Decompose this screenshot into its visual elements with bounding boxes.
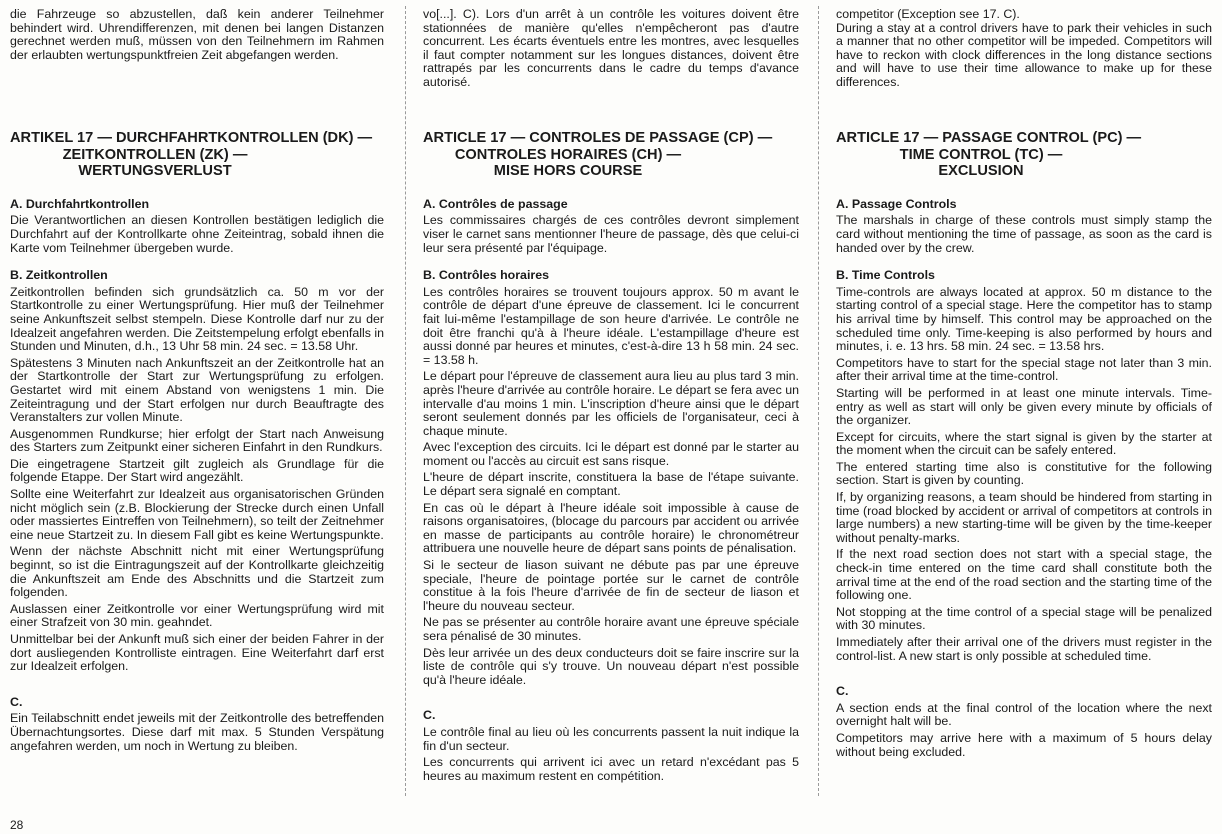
paragraph: Immediately after their arrival one of the drivers must register in the control-list. A new start is only possible at scheduled time. — [836, 635, 1212, 663]
article-heading-line: TIME CONTROL (TC) — — [899, 146, 1063, 163]
paragraph: Les concurrents qui arrivent ici avec un retard n'excédant pas 5 heures au maximum restent en compétition. — [423, 755, 799, 783]
paragraph: L'heure de départ inscrite, constituera la base de l'étape suivante. Le départ sera signalé en comptant. — [423, 470, 799, 499]
intro-paragraph: During a stay at a control drivers have to park their vehicles in such a manner that no other competitor will be impeded. Competitors will have to reckon with clock differences in the long distance sections and will have to use their time allowance to make up for these differences. — [836, 20, 1212, 89]
intro-paragraph: vo[...]. C). Lors d'un arrêt à un contrôle les voitures doivent être stationnées de manière qu'elles n'empêcheront pas d'autre concurrent. Les écarts éventuels entre les montres, avec lesquelles il faut compter notamment sur les longues distances, doivent être rattrapés par les concurrents dans le cadre du temps d'avance autorisé. — [423, 7, 799, 89]
french-column — [423, 0, 799, 834]
paragraph: Ein Teilabschnitt endet jeweils mit der Zeitkontrolle des betreffenden Übernachtungsortes. Diese darf mit max. 5 Stunden Verspätung angefahren werden, um noch in Wertung zu bleiben. — [10, 711, 384, 753]
section-heading: C. — [423, 708, 436, 723]
paragraph: Not stopping at the time control of a special stage will be penalized with 30 minutes. — [836, 604, 1212, 633]
article-heading-line: ARTICLE 17 — CONTROLES DE PASSAGE (CP) — — [423, 130, 773, 146]
paragraph: Si le secteur de liason suivant ne débute pas par une épreuve speciale, l'heure de pointage portée sur le carnet de contrôle constitue à la fois l'heure d'arrivée de fin de secteur de liason et l'heure du nouveau secteur. — [423, 558, 799, 613]
paragraph: Ne pas se présenter au contrôle horaire avant une épreuve spéciale sera pénalisé de 30 minutes. — [423, 615, 799, 643]
intro-block — [836, 8, 1212, 100]
article-heading — [10, 130, 384, 180]
article-heading-line: EXCLUSION — [938, 163, 1024, 180]
article-heading-line: CONTROLES HORAIRES (CH) — — [454, 146, 682, 163]
paragraph: Except for circuits, where the start signal is given by the starter at the moment when the circuit can be safely entered. — [836, 429, 1212, 458]
paragraph: Zeitkontrollen befinden sich grundsätzlich ca. 50 m vor der Startkontrolle zu einer Wertungsprüfung. Hier muß der Teilnehmer seine Ankunftszeit selbst stempeln. Diese Kontrolle darf nur zu der Idealzeit angefahren werden. Die Zeitstempelung erfolgt ebenfalls in Stunden und Minuten, d.h., 13 Uhr 58 min. 24 sec. = 13.58 Uhr. — [10, 284, 385, 354]
article-heading-line: ARTICLE 17 — PASSAGE CONTROL (PC) — — [836, 130, 1142, 146]
section-heading: C. — [836, 684, 849, 699]
section-heading: A. Durchfahrtkontrollen — [10, 196, 150, 211]
paragraph: Sollte eine Weiterfahrt zur Idealzeit aus organisatorischen Gründen nicht möglich sein (z.B. Blockierung der Strecke durch einen Unfall oder massiertes Eintreffen von Teilnehmern), so teilt der Zeitnehmer eine neue Startzeit zu. In diesem Fall gibt es keine Wertungspunkte. — [10, 487, 384, 542]
paragraph: Le départ pour l'épreuve de classement aura lieu au plus tard 3 min. après l'heure d'arrivée au contrôle horaire. Le départ se fera avec un intervalle d'au moins 1 min. L'inscription d'heure ainsi que le départ seront seulement donnés par les officiels de l'organisateur, ceci à chaque minute. — [423, 369, 799, 438]
section-heading: B. Time Controls — [836, 268, 935, 283]
article-heading — [423, 130, 799, 180]
section-heading: A. Contrôles de passage — [423, 196, 568, 211]
paragraph: The entered starting time also is constitutive for the following section. Start is given by counting. — [836, 459, 1212, 488]
paragraph: If the next road section does not start with a special stage, the check-in time entered on the time card shall constitute both the arrival time at the end of the road section and the starting time of the following one. — [836, 547, 1212, 603]
paragraph: Spätestens 3 Minuten nach Ankunftszeit an der Zeitkontrolle hat an der Startkontrolle der Start zur Wertungsprüfung zu erfolgen. Gestartet wird mit einem Abstand von wenigstens 1 min. Die Zeiteintragung und der Start erfolgen nur durch Beauftragte des Veranstalters zur vollen Minute. — [10, 355, 384, 425]
paragraph: Competitors may arrive here with a maximum of 5 hours delay without being excluded. — [836, 730, 1212, 759]
paragraph: Ausgenommen Rundkurse; hier erfolgt der Start nach Anweisung des Starters zum Zeitpunkt einer sicheren Einfahrt in den Rundkurs. — [10, 426, 384, 455]
section-heading: B. Contrôles horaires — [423, 268, 549, 283]
paragraph: Les commissaires chargés de ces contrôles devront simplement viser le carnet sans mentionner l'heure de passage, dès que celui-ci leur sera présenté par l'équipage. — [423, 213, 799, 255]
paragraph: Die Verantwortlichen an diesen Kontrollen bestätigen lediglich die Durchfahrt auf der Kontrollkarte ohne Zeiteintrag, sobald ihnen die Karte vom Teilnehmer übergeben wurde. — [10, 213, 384, 255]
article-heading-line: WERTUNGSVERLUST — [78, 163, 232, 180]
paragraph: Le contrôle final au lieu où les concurrents passent la nuit indique la fin d'un secteur. — [423, 724, 799, 753]
paragraph: Die eingetragene Startzeit gilt zugleich als Grundlage für die folgende Etappe. Der Start wird angezählt. — [10, 456, 384, 485]
paragraph: Unmittelbar bei der Ankunft muß sich einer der beiden Fahrer in der dort ausliegenden Kontrolliste eintragen. Eine Weiterfahrt darf erst zur Idealzeit erfolgen. — [10, 632, 384, 674]
paragraph: Dès leur arrivée un des deux conducteurs doit se faire inscrire sur la liste de contrôle qui s'y trouve. Un nouveau départ n'est possible qu'à l'heure idéale. — [423, 645, 799, 687]
section-heading: C. — [10, 694, 23, 709]
german-column — [10, 0, 384, 834]
paragraph: Wenn der nächste Abschnitt nicht mit einer Wertungsprüfung beginnt, so ist die Eintragungszeit auf der Kontrollkarte gleichzeitig die Ankunftszeit am Ende des Abschnitts und die Startzeit zum folgenden. — [10, 544, 384, 600]
article-heading-line: ARTIKEL 17 — DURCHFAHRTKONTROLLEN (DK) — — [10, 130, 373, 146]
paragraph: Starting will be performed in at least one minute intervals. Time-entry as well as start will only be given every minute by officials of the organizer. — [836, 385, 1212, 428]
paragraph: Auslassen einer Zeitkontrolle vor einer Wertungsprüfung wird mit einer Strafzeit von 30 min. geahndet. — [10, 601, 384, 630]
article-heading-line: ZEITKONTROLLEN (ZK) — — [62, 146, 248, 163]
column-divider — [818, 6, 819, 796]
paragraph: The marshals in charge of these controls must simply stamp the card without mentioning the time of passage, as soon as the card is handed over by the crew. — [836, 213, 1212, 255]
paragraph: Competitors have to start for the special stage not later than 3 min. after their arrival time at the time-control. — [836, 355, 1212, 384]
paragraph: En cas où le départ à l'heure idéale soit impossible à cause de raisons organisatoires, (blocage du parcours par accident ou arrivée en masse de participants au contrôle horaire) le chronométreur attribuera une nouvelle heure de départ sans points de pénalisation. — [423, 500, 799, 556]
paragraph: A section ends at the final control of the location where the next overnight halt will be. — [836, 700, 1212, 729]
paragraph: Les contrôles horaires se trouvent toujours approx. 50 m avant le contrôle de départ d'une épreuve de classement. Ici le concurrent fait lui-même l'estampillage de son heure d'arrivée. Le contrôle ne doit être franchi qu'à à l'heure idéale. L'estampillage d'heure est aussi donné par heures et minutes, c'est-à-dire 13 h 58 min. 24 sec. = 13.58 h. — [423, 284, 799, 367]
page-number: 28 — [10, 818, 24, 832]
paragraph: If, by organizing reasons, a team should be hindered from starting in time (road blocked by accident or arrival of competitors at controls in large numbers) a new starting-time will be given by the time-keeper without penalty-marks. — [836, 490, 1212, 545]
column-divider — [405, 6, 406, 796]
section-heading: A. Passage Controls — [836, 196, 957, 211]
intro-paragraph: competitor (Exception see 17. C). — [836, 7, 1020, 21]
section-heading: B. Zeitkontrollen — [10, 268, 108, 283]
english-column — [836, 0, 1212, 834]
article-heading — [836, 130, 1212, 180]
intro-paragraph: die Fahrzeuge so abzustellen, daß kein anderer Teilnehmer behindert wird. Uhrendifferenzen, mit denen bei langen Distanzen gerechnet werden muß, müssen von den Teilnehmern im Rahmen der erlaubten wertungspunktfreien Zeit abgefangen werden. — [10, 7, 384, 62]
paragraph: Time-controls are always located at approx. 50 m distance to the starting control of a special stage. Here the competitor has to stamp his arrival time by himself. This control may be approached on the scheduled time only. Time-keeping is also performed by hours and minutes, i. e. 13 hrs. 58 min. 24 sec. = 13.58 hrs. — [836, 284, 1212, 354]
article-heading-line: MISE HORS COURSE — [493, 163, 643, 180]
paragraph: Avec l'exception des circuits. Ici le départ est donné par le starter au moment ou l'accès au circuit est sans risque. — [423, 440, 799, 468]
